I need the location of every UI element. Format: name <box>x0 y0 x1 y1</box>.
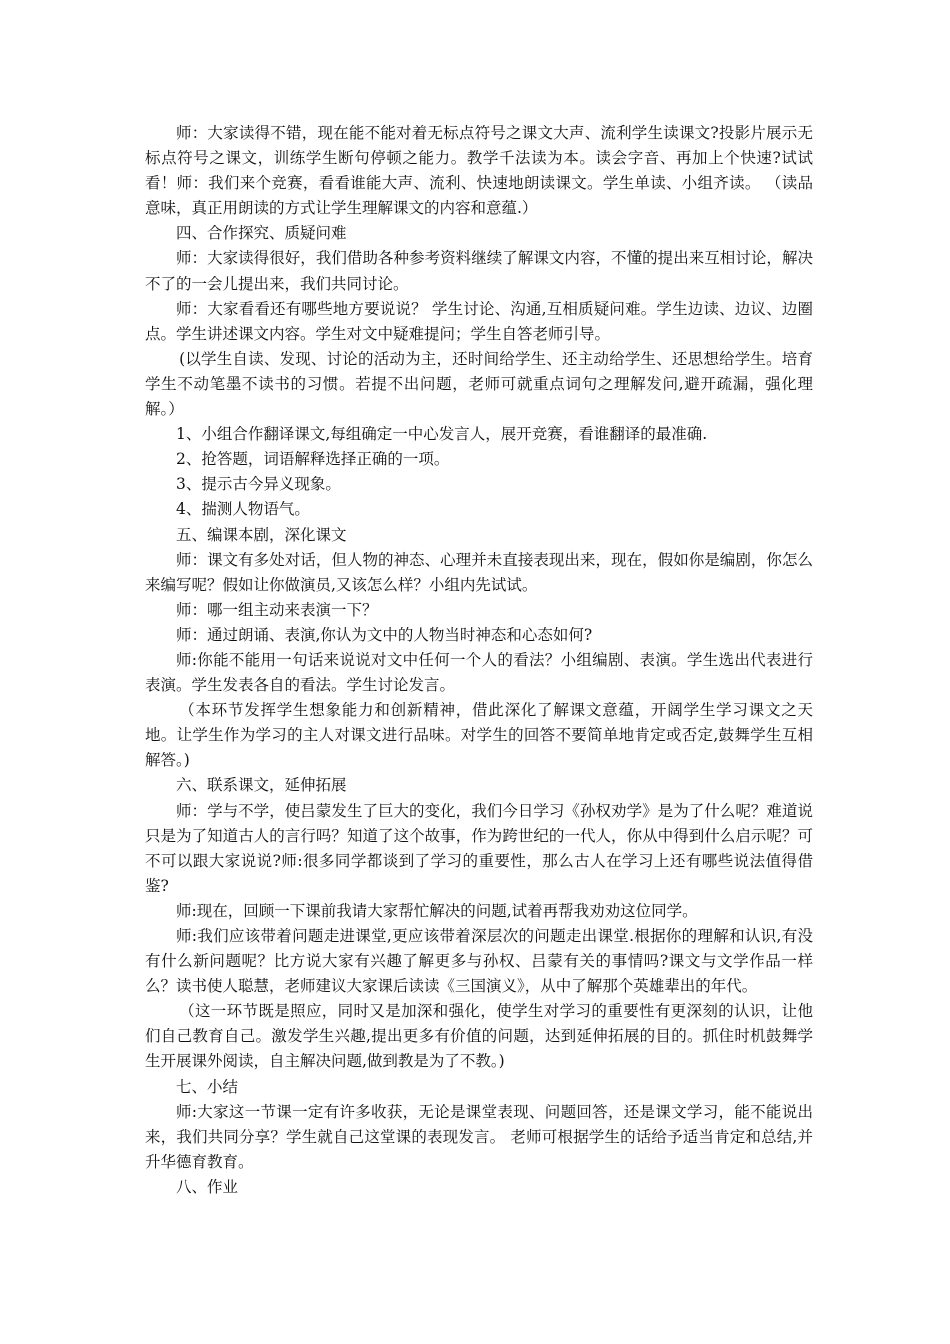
section-heading: 五、编课本剧，深化课文 <box>176 525 347 544</box>
paragraph: （这一环节既是照应，同时又是加深和强化，使学生对学习的重要性有更深刻的认识，让他们自己教育自己。激发学生兴趣,提出更多有价值的问题，达到延伸拓展的目的。抓住时机鼓舞学生开展课外阅读，自主解决问题,做到教是为了不教。) <box>145 1002 813 1071</box>
list-item: 3、提示古今异义现象。 <box>176 475 341 494</box>
section-heading: 八、作业 <box>176 1177 239 1196</box>
list-item: 1、小组合作翻译课文,每组确定一中心发言人，展开竞赛，看谁翻译的最准确. <box>176 425 708 444</box>
paragraph: 师：学与不学，使吕蒙发生了巨大的变化，我们今日学习《孙权劝学》是为了什么呢？难道说只是为了知道古人的言行吗？知道了这个故事，作为跨世纪的一代人，你从中得到什么启示呢？可不可以跟大家说说?师:很多同学都谈到了学习的重要性，那么古人在学习上还有哪些说法值得借鉴? <box>145 801 813 895</box>
section-heading: 七、小结 <box>176 1077 239 1096</box>
paragraph: 师：大家读得很好，我们借助各种参考资料继续了解课文内容，不懂的提出来互相讨论，解决不了的一会儿提出来，我们共同讨论。 <box>145 249 813 293</box>
paragraph: 师：课文有多处对话，但人物的神态、心理并未直接表现出来，现在，假如你是编剧，你怎么来编写呢？假如让你做演员,又该怎么样？小组内先试试。 <box>145 550 813 594</box>
section-heading: 六、联系课文，延伸拓展 <box>176 776 347 795</box>
paragraph: 师:大家这一节课一定有许多收获，无论是课堂表现、问题回答，还是课文学习，能不能说出来，我们共同分享？学生就自己这堂课的表现发言。 老师可根据学生的话给予适当肯定和总结,并升华德育教育。 <box>145 1102 813 1171</box>
list-item: 2、抢答题，词语解释选择正确的一项。 <box>176 450 450 469</box>
section-heading: 四、合作探究、质疑问难 <box>176 224 347 243</box>
paragraph: （本环节发挥学生想象能力和创新精神，借此深化了解课文意蕴，开阔学生学习课文之天地。让学生作为学习的主人对课文进行品味。对学生的回答不要简单地肯定或否定,鼓舞学生互相解答。) <box>145 701 813 770</box>
paragraph: 师：通过朗诵、表演,你认为文中的人物当时神态和心态如何? <box>176 625 593 644</box>
paragraph: 师：哪一组主动来表演一下？ <box>176 600 378 619</box>
paragraph: 师:现在，回顾一下课前我请大家帮忙解决的问题,试着再帮我劝劝这位同学。 <box>176 901 698 920</box>
paragraph: 师：大家读得不错，现在能不能对着无标点符号之课文大声、流利学生读课文?投影片展示无标点符号之课文，训练学生断句停顿之能力。教学千法读为本。读会字音、再加上个快速?试试看！师：我们来个竞赛，看看谁能大声、流利、快速地朗读课文。学生单读、小组齐读。 （读品意味，真正用朗读的方式让学生理解课文的内容和意蕴.） <box>145 124 813 218</box>
paragraph: 师：大家看看还有哪些地方要说说？ 学生讨论、沟通,互相质疑问难。学生边读、边议、边圈点。学生讲述课文内容。学生对文中疑难提问；学生自答老师引导。 <box>145 299 813 343</box>
paragraph: 师:我们应该带着问题走进课堂,更应该带着深层次的问题走出课堂.根据你的理解和认识,有没有什么新问题呢？比方说大家有兴趣了解更多与孙权、吕蒙有关的事情吗?课文与文学作品一样么？读书使人聪慧，老师建议大家课后读读《三国演义》，从中了解那个英雄辈出的年代。 <box>145 927 813 996</box>
paragraph: 师:你能不能用一句话来说说对文中任何一个人的看法？小组编剧、表演。学生选出代表进行表演。学生发表各自的看法。学生讨论发言。 <box>145 650 813 695</box>
document-body <box>145 121 813 1200</box>
paragraph: (以学生自读、发现、讨论的活动为主，还时间给学生、还主动给学生、还思想给学生。培育学生不动笔墨不读书的习惯。若提不出问题，老师可就重点词句之理解发问,避开疏漏，强化理解。） <box>145 349 813 419</box>
list-item: 4、揣测人物语气。 <box>176 500 310 519</box>
